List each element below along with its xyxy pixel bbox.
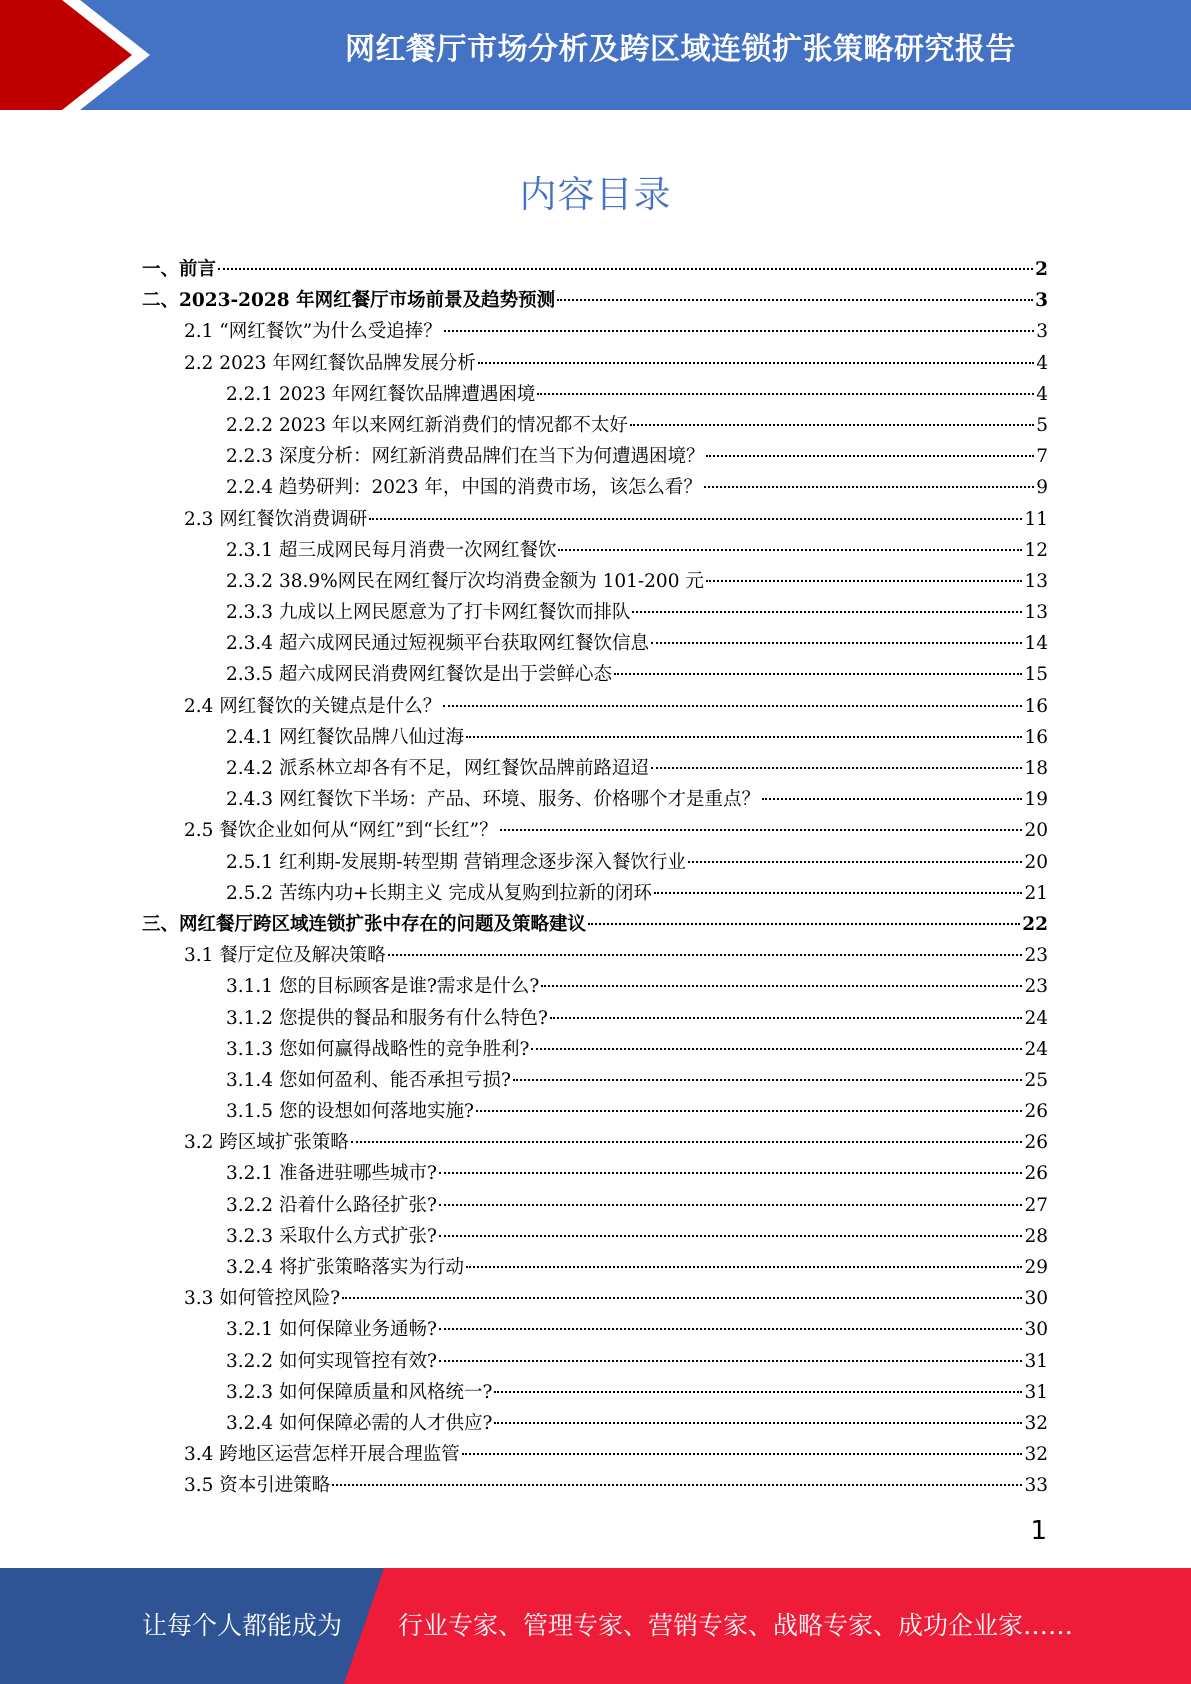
toc-entry[interactable] bbox=[142, 971, 1048, 1002]
toc-entry-title: 3.1.4 您如何盈利、能否承担亏损? bbox=[226, 1069, 511, 1091]
toc-entry-title: 2.3 网红餐饮消费调研 bbox=[184, 508, 368, 530]
toc-entry-title: 3.2.1 如何保障业务通畅? bbox=[226, 1319, 437, 1341]
toc-entry-title: 2.4.1 网红餐饮品牌八仙过海 bbox=[226, 726, 464, 748]
toc-dot-leader bbox=[332, 1484, 1022, 1486]
toc-entry-title: 2.4 网红餐饮的关键点是什么？ bbox=[184, 695, 442, 717]
table-of-contents bbox=[142, 254, 1048, 1502]
toc-entry-page: 26 bbox=[1024, 1101, 1048, 1123]
toc-dot-leader bbox=[439, 1235, 1023, 1237]
toc-entry-page: 16 bbox=[1024, 726, 1048, 748]
header-arrow-decoration bbox=[0, 0, 160, 110]
toc-entry-page: 33 bbox=[1024, 1475, 1048, 1497]
toc-entry-title: 3.5 资本引进策略 bbox=[184, 1475, 331, 1497]
toc-entry-title: 2.2.3 深度分析：网红新消费品牌们在当下为何遭遇困境？ bbox=[226, 446, 705, 468]
toc-dot-leader bbox=[550, 1017, 1023, 1019]
toc-entry-page: 24 bbox=[1024, 1007, 1048, 1029]
toc-entry-title: 2.3.1 超三成网民每月消费一次网红餐饮 bbox=[226, 539, 557, 561]
toc-entry[interactable] bbox=[142, 940, 1048, 971]
toc-entry-page: 18 bbox=[1024, 758, 1048, 779]
toc-entry[interactable] bbox=[142, 316, 1048, 347]
toc-entry-page: 9 bbox=[1036, 477, 1048, 499]
toc-entry-page: 16 bbox=[1024, 695, 1048, 717]
toc-dot-leader bbox=[494, 1391, 1022, 1393]
toc-entry-title: 2.2 2023 年网红餐饮品牌发展分析 bbox=[184, 352, 476, 374]
toc-entry-title: 2.3.5 超六成网民消费网红餐饮是出于尝鲜心态 bbox=[226, 664, 612, 686]
toc-entry[interactable] bbox=[142, 815, 1048, 846]
toc-entry-title: 3.3 如何管控风险? bbox=[184, 1288, 341, 1310]
toc-entry-page: 3 bbox=[1035, 290, 1048, 312]
toc-entry-title: 3.1.2 您提供的餐品和服务有什么特色? bbox=[226, 1007, 548, 1029]
toc-entry[interactable] bbox=[142, 753, 1048, 784]
toc-entry[interactable] bbox=[142, 1096, 1048, 1127]
toc-entry-page: 4 bbox=[1036, 383, 1048, 405]
toc-entry-title: 2.2.4 趋势研判：2023 年，中国的消费市场，该怎么看？ bbox=[226, 477, 702, 499]
toc-entry[interactable] bbox=[142, 878, 1048, 909]
toc-dot-leader bbox=[651, 642, 1022, 644]
toc-entry-page: 29 bbox=[1024, 1257, 1048, 1278]
toc-entry-page: 30 bbox=[1024, 1319, 1048, 1341]
toc-entry-page: 14 bbox=[1024, 633, 1048, 655]
toc-entry[interactable] bbox=[142, 1190, 1048, 1221]
toc-entry-page: 15 bbox=[1024, 664, 1048, 686]
toc-entry[interactable] bbox=[142, 1127, 1048, 1158]
toc-entry-title: 3.2.4 将扩张策略落实为行动 bbox=[226, 1257, 464, 1278]
toc-entry-page: 26 bbox=[1024, 1132, 1048, 1154]
toc-dot-leader bbox=[688, 861, 1023, 863]
toc-entry-title: 2.5 餐饮企业如何从“网红”到“长红”？ bbox=[184, 820, 498, 842]
toc-dot-leader bbox=[706, 580, 1023, 582]
toc-entry[interactable] bbox=[142, 1470, 1048, 1501]
toc-entry-page: 7 bbox=[1036, 446, 1048, 468]
toc-entry[interactable] bbox=[142, 1346, 1048, 1377]
toc-entry-title: 3.1.3 您如何赢得战略性的竞争胜利? bbox=[226, 1038, 530, 1060]
toc-dot-leader bbox=[500, 829, 1023, 831]
toc-entry-title: 3.1.1 您的目标顾客是谁?需求是什么? bbox=[226, 976, 540, 998]
toc-entry-title: 一、前言 bbox=[142, 259, 217, 280]
toc-entry-page: 12 bbox=[1024, 539, 1048, 561]
toc-dot-leader bbox=[466, 1266, 1022, 1268]
toc-dot-leader bbox=[632, 611, 1022, 613]
toc-dot-leader bbox=[513, 1079, 1023, 1081]
toc-entry-title: 3.2.2 如何实现管控有效? bbox=[226, 1350, 437, 1372]
toc-entry-title: 3.2.4 如何保障必需的人才供应? bbox=[226, 1412, 493, 1434]
toc-entry-page: 23 bbox=[1024, 976, 1048, 998]
toc-entry[interactable] bbox=[142, 1221, 1048, 1252]
toc-entry[interactable] bbox=[142, 784, 1048, 815]
toc-entry-title: 2.2.1 2023 年网红餐饮品牌遭遇困境 bbox=[226, 383, 536, 405]
toc-entry-page: 32 bbox=[1024, 1412, 1048, 1434]
toc-entry[interactable] bbox=[142, 847, 1048, 878]
toc-entry-page: 25 bbox=[1024, 1069, 1048, 1091]
toc-entry[interactable] bbox=[142, 1034, 1048, 1065]
toc-entry-title: 3.4 跨地区运营怎样开展合理监管 bbox=[184, 1444, 460, 1466]
toc-entry[interactable] bbox=[142, 1158, 1048, 1189]
toc-entry-page: 31 bbox=[1024, 1350, 1048, 1372]
toc-entry-page: 23 bbox=[1024, 945, 1048, 967]
toc-dot-leader bbox=[351, 1141, 1023, 1143]
toc-dot-leader bbox=[531, 1048, 1022, 1050]
toc-entry[interactable] bbox=[142, 1252, 1048, 1283]
toc-entry-title: 3.2.2 沿着什么路径扩张? bbox=[226, 1194, 437, 1216]
toc-entry-page: 31 bbox=[1024, 1381, 1048, 1403]
toc-entry-title: 二、2023-2028 年网红餐厅市场前景及趋势预测 bbox=[142, 290, 556, 312]
toc-entry[interactable] bbox=[142, 348, 1048, 379]
toc-dot-leader bbox=[443, 705, 1022, 707]
toc-entry-title: 2.2.2 2023 年以来网红新消费们的情况都不太好 bbox=[226, 414, 628, 436]
toc-dot-leader bbox=[342, 1297, 1022, 1299]
toc-entry[interactable] bbox=[142, 441, 1048, 472]
toc-entry-title: 3.1.5 您的设想如何落地实施? bbox=[226, 1101, 474, 1123]
toc-dot-leader bbox=[444, 330, 1035, 332]
footer-slogan-right: 行业专家、管理专家、营销专家、战略专家、成功企业家…… bbox=[398, 1611, 1074, 1640]
toc-entry-title: 2.4.2 派系林立却各有不足，网红餐饮品牌前路迢迢 bbox=[226, 758, 649, 779]
toc-dot-leader bbox=[462, 1453, 1023, 1455]
toc-dot-leader bbox=[218, 268, 1033, 270]
toc-entry-title: 2.5.1 红利期-发展期-转型期 营销理念逐步深入餐饮行业 bbox=[226, 851, 686, 873]
toc-entry-page: 26 bbox=[1024, 1163, 1048, 1185]
toc-entry[interactable] bbox=[142, 628, 1048, 659]
toc-entry-title: 2.3.4 超六成网民通过短视频平台获取网红餐饮信息 bbox=[226, 633, 649, 655]
toc-dot-leader bbox=[558, 549, 1022, 551]
toc-entry-page: 3 bbox=[1036, 321, 1048, 343]
toc-dot-leader bbox=[439, 1328, 1023, 1330]
toc-entry[interactable] bbox=[142, 254, 1048, 285]
toc-entry[interactable] bbox=[142, 659, 1048, 690]
footer-banner bbox=[0, 1568, 1191, 1684]
toc-entry-page: 22 bbox=[1022, 913, 1048, 935]
toc-entry[interactable] bbox=[142, 1283, 1048, 1314]
toc-entry-title: 2.5.2 苦练内功+长期主义 完成从复购到拉新的闭环 bbox=[226, 882, 652, 904]
toc-entry-title: 2.3.3 九成以上网民愿意为了打卡网红餐饮而排队 bbox=[226, 602, 631, 624]
toc-dot-leader bbox=[651, 767, 1022, 769]
toc-entry-page: 24 bbox=[1024, 1038, 1048, 1060]
toc-entry-page: 19 bbox=[1024, 789, 1048, 811]
header-banner bbox=[0, 0, 1191, 110]
toc-entry-title: 3.2.1 准备进驻哪些城市? bbox=[226, 1163, 437, 1185]
toc-entry-page: 21 bbox=[1024, 882, 1048, 904]
toc-entry-page: 4 bbox=[1036, 352, 1048, 374]
toc-entry[interactable] bbox=[142, 535, 1048, 566]
toc-dot-leader bbox=[476, 1110, 1023, 1112]
toc-dot-leader bbox=[388, 954, 1023, 956]
toc-dot-leader bbox=[439, 1204, 1023, 1206]
toc-dot-leader bbox=[762, 798, 1022, 800]
toc-entry-page: 2 bbox=[1035, 259, 1048, 280]
toc-dot-leader bbox=[439, 1360, 1023, 1362]
page-number: 1 bbox=[1030, 1516, 1047, 1546]
toc-entry-title: 3.2 跨区域扩张策略 bbox=[184, 1132, 349, 1154]
toc-dot-leader bbox=[466, 736, 1022, 738]
toc-entry[interactable] bbox=[142, 472, 1048, 503]
toc-entry[interactable] bbox=[142, 379, 1048, 410]
toc-dot-leader bbox=[478, 362, 1034, 364]
toc-dot-leader bbox=[557, 299, 1033, 301]
toc-entry-title: 2.1 “网红餐饮”为什么受追捧？ bbox=[184, 321, 442, 343]
toc-dot-leader bbox=[537, 393, 1034, 395]
toc-entry[interactable] bbox=[142, 1314, 1048, 1345]
toc-entry-title: 三、网红餐厅跨区域连锁扩张中存在的问题及策略建议 bbox=[142, 913, 587, 935]
toc-dot-leader bbox=[439, 1172, 1023, 1174]
toc-dot-leader bbox=[369, 518, 1022, 520]
toc-entry[interactable] bbox=[142, 691, 1048, 722]
toc-entry-title: 3.2.3 如何保障质量和风格统一? bbox=[226, 1381, 493, 1403]
toc-dot-leader bbox=[706, 455, 1034, 457]
toc-heading: 内容目录 bbox=[519, 173, 672, 216]
toc-entry[interactable] bbox=[142, 504, 1048, 535]
toc-entry-page: 13 bbox=[1024, 570, 1048, 592]
toc-entry-page: 11 bbox=[1024, 508, 1048, 530]
header-arrow-red bbox=[0, 0, 132, 110]
toc-entry-page: 20 bbox=[1024, 820, 1048, 842]
report-title: 网红餐厅市场分析及跨区域连锁扩张策略研究报告 bbox=[345, 32, 1016, 67]
toc-dot-leader bbox=[630, 424, 1034, 426]
toc-entry-page: 5 bbox=[1036, 414, 1048, 436]
toc-dot-leader bbox=[588, 923, 1020, 925]
toc-entry-page: 28 bbox=[1024, 1225, 1048, 1247]
toc-entry[interactable] bbox=[142, 410, 1048, 441]
toc-entry[interactable] bbox=[142, 722, 1048, 753]
toc-entry-page: 30 bbox=[1024, 1288, 1048, 1310]
toc-entry[interactable] bbox=[142, 285, 1048, 316]
toc-entry-title: 2.4.3 网红餐饮下半场：产品、环境、服务、价格哪个才是重点？ bbox=[226, 789, 760, 811]
toc-entry[interactable] bbox=[142, 566, 1048, 597]
toc-dot-leader bbox=[494, 1422, 1022, 1424]
toc-entry-page: 32 bbox=[1024, 1444, 1048, 1466]
toc-dot-leader bbox=[541, 985, 1022, 987]
toc-dot-leader bbox=[654, 892, 1023, 894]
toc-entry[interactable] bbox=[142, 909, 1048, 940]
toc-entry[interactable] bbox=[142, 1003, 1048, 1034]
toc-entry-title: 3.1 餐厅定位及解决策略 bbox=[184, 945, 386, 967]
toc-dot-leader bbox=[614, 673, 1022, 675]
toc-entry[interactable] bbox=[142, 1439, 1048, 1470]
toc-entry[interactable] bbox=[142, 1377, 1048, 1408]
toc-entry-title: 3.2.3 采取什么方式扩张? bbox=[226, 1225, 437, 1247]
toc-entry[interactable] bbox=[142, 1065, 1048, 1096]
toc-entry-title: 2.3.2 38.9%网民在网红餐厅次均消费金额为 101-200 元 bbox=[226, 570, 704, 592]
toc-entry[interactable] bbox=[142, 1408, 1048, 1439]
toc-entry-page: 20 bbox=[1024, 851, 1048, 873]
toc-entry-page: 13 bbox=[1024, 602, 1048, 624]
toc-entry-page: 27 bbox=[1024, 1194, 1048, 1216]
footer-slogan-left: 让每个人都能成为 bbox=[142, 1611, 343, 1640]
toc-dot-leader bbox=[704, 486, 1034, 488]
toc-entry[interactable] bbox=[142, 597, 1048, 628]
